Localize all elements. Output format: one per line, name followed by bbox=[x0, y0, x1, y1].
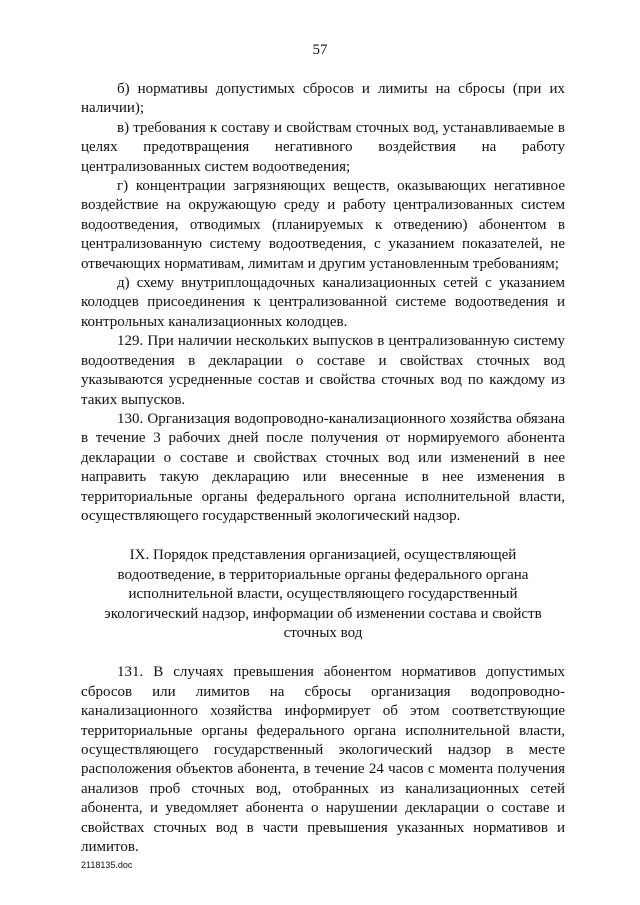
paragraph-129: 129. При наличии нескольких выпусков в централизованную систему водоотведения в декларации о составе и свойствах сточных вод указываются усредненные состав и свойства сточных вод по каждому из таких выпусков. bbox=[81, 333, 565, 408]
spacer bbox=[81, 643, 565, 663]
document-body bbox=[81, 80, 565, 857]
paragraph-v: в) требования к составу и свойствам сточных вод, устанавливаемые в целях предотвращения негативного воздействия на работу централизованных систем водоотведения; bbox=[81, 119, 565, 175]
page-number: 57 bbox=[312, 42, 328, 58]
footer-filename: 2118135.doc bbox=[81, 860, 133, 870]
section-heading: IX. Порядок представления организацией, осуществляющей водоотведение, в территориальные органы федерального органа исполнительной власти, осуществляющего государственный экологический надзор, информации об изменении состава и свойств сточных вод bbox=[104, 547, 542, 641]
paragraph-131: 131. В случаях превышения абонентом нормативов допустимых сбросов или лимитов на сбросы организация водопроводно-канализационного хозяйства информирует об этом соответствующие территориальные органы федерального органа исполнительной власти, осуществляющего государственный экологический надзор в месте расположения объектов абонента, в течение 24 часов с момента получения анализов проб сточных вод, отобранных из канализационных сетей абонента, и уведомляет абонента о нарушении декларации о составе и свойствах сточных вод в части превышения указанных нормативов и лимитов. bbox=[81, 664, 565, 856]
spacer bbox=[81, 526, 565, 546]
paragraph-d: д) схему внутриплощадочных канализационных сетей с указанием колодцев присоединения к централизованной системе водоотведения и контрольных канализационных колодцев. bbox=[81, 275, 565, 330]
paragraph-b: б) нормативы допустимых сбросов и лимиты на сбросы (при их наличии); bbox=[81, 81, 565, 117]
paragraph-130: 130. Организация водопроводно-канализационного хозяйства обязана в течение 3 рабочих дней после получения от нормируемого абонента декларации о составе и свойствах сточных вод или изменений в нее направить такую декларацию или внесенные в нее изменения в территориальные органы федерального органа исполнительной власти, осуществляющего государственный экологический надзор. bbox=[81, 410, 565, 524]
paragraph-g: г) концентрации загрязняющих веществ, оказывающих негативное воздействие на окружающую среду и работу централизованных систем водоотведения, отводимых (планируемых к отведению) абонентом в централизованную систему водоотведения, с указанием показателей, не отвечающих нормативам, лимитам и другим установленным требованиям; bbox=[81, 178, 565, 272]
